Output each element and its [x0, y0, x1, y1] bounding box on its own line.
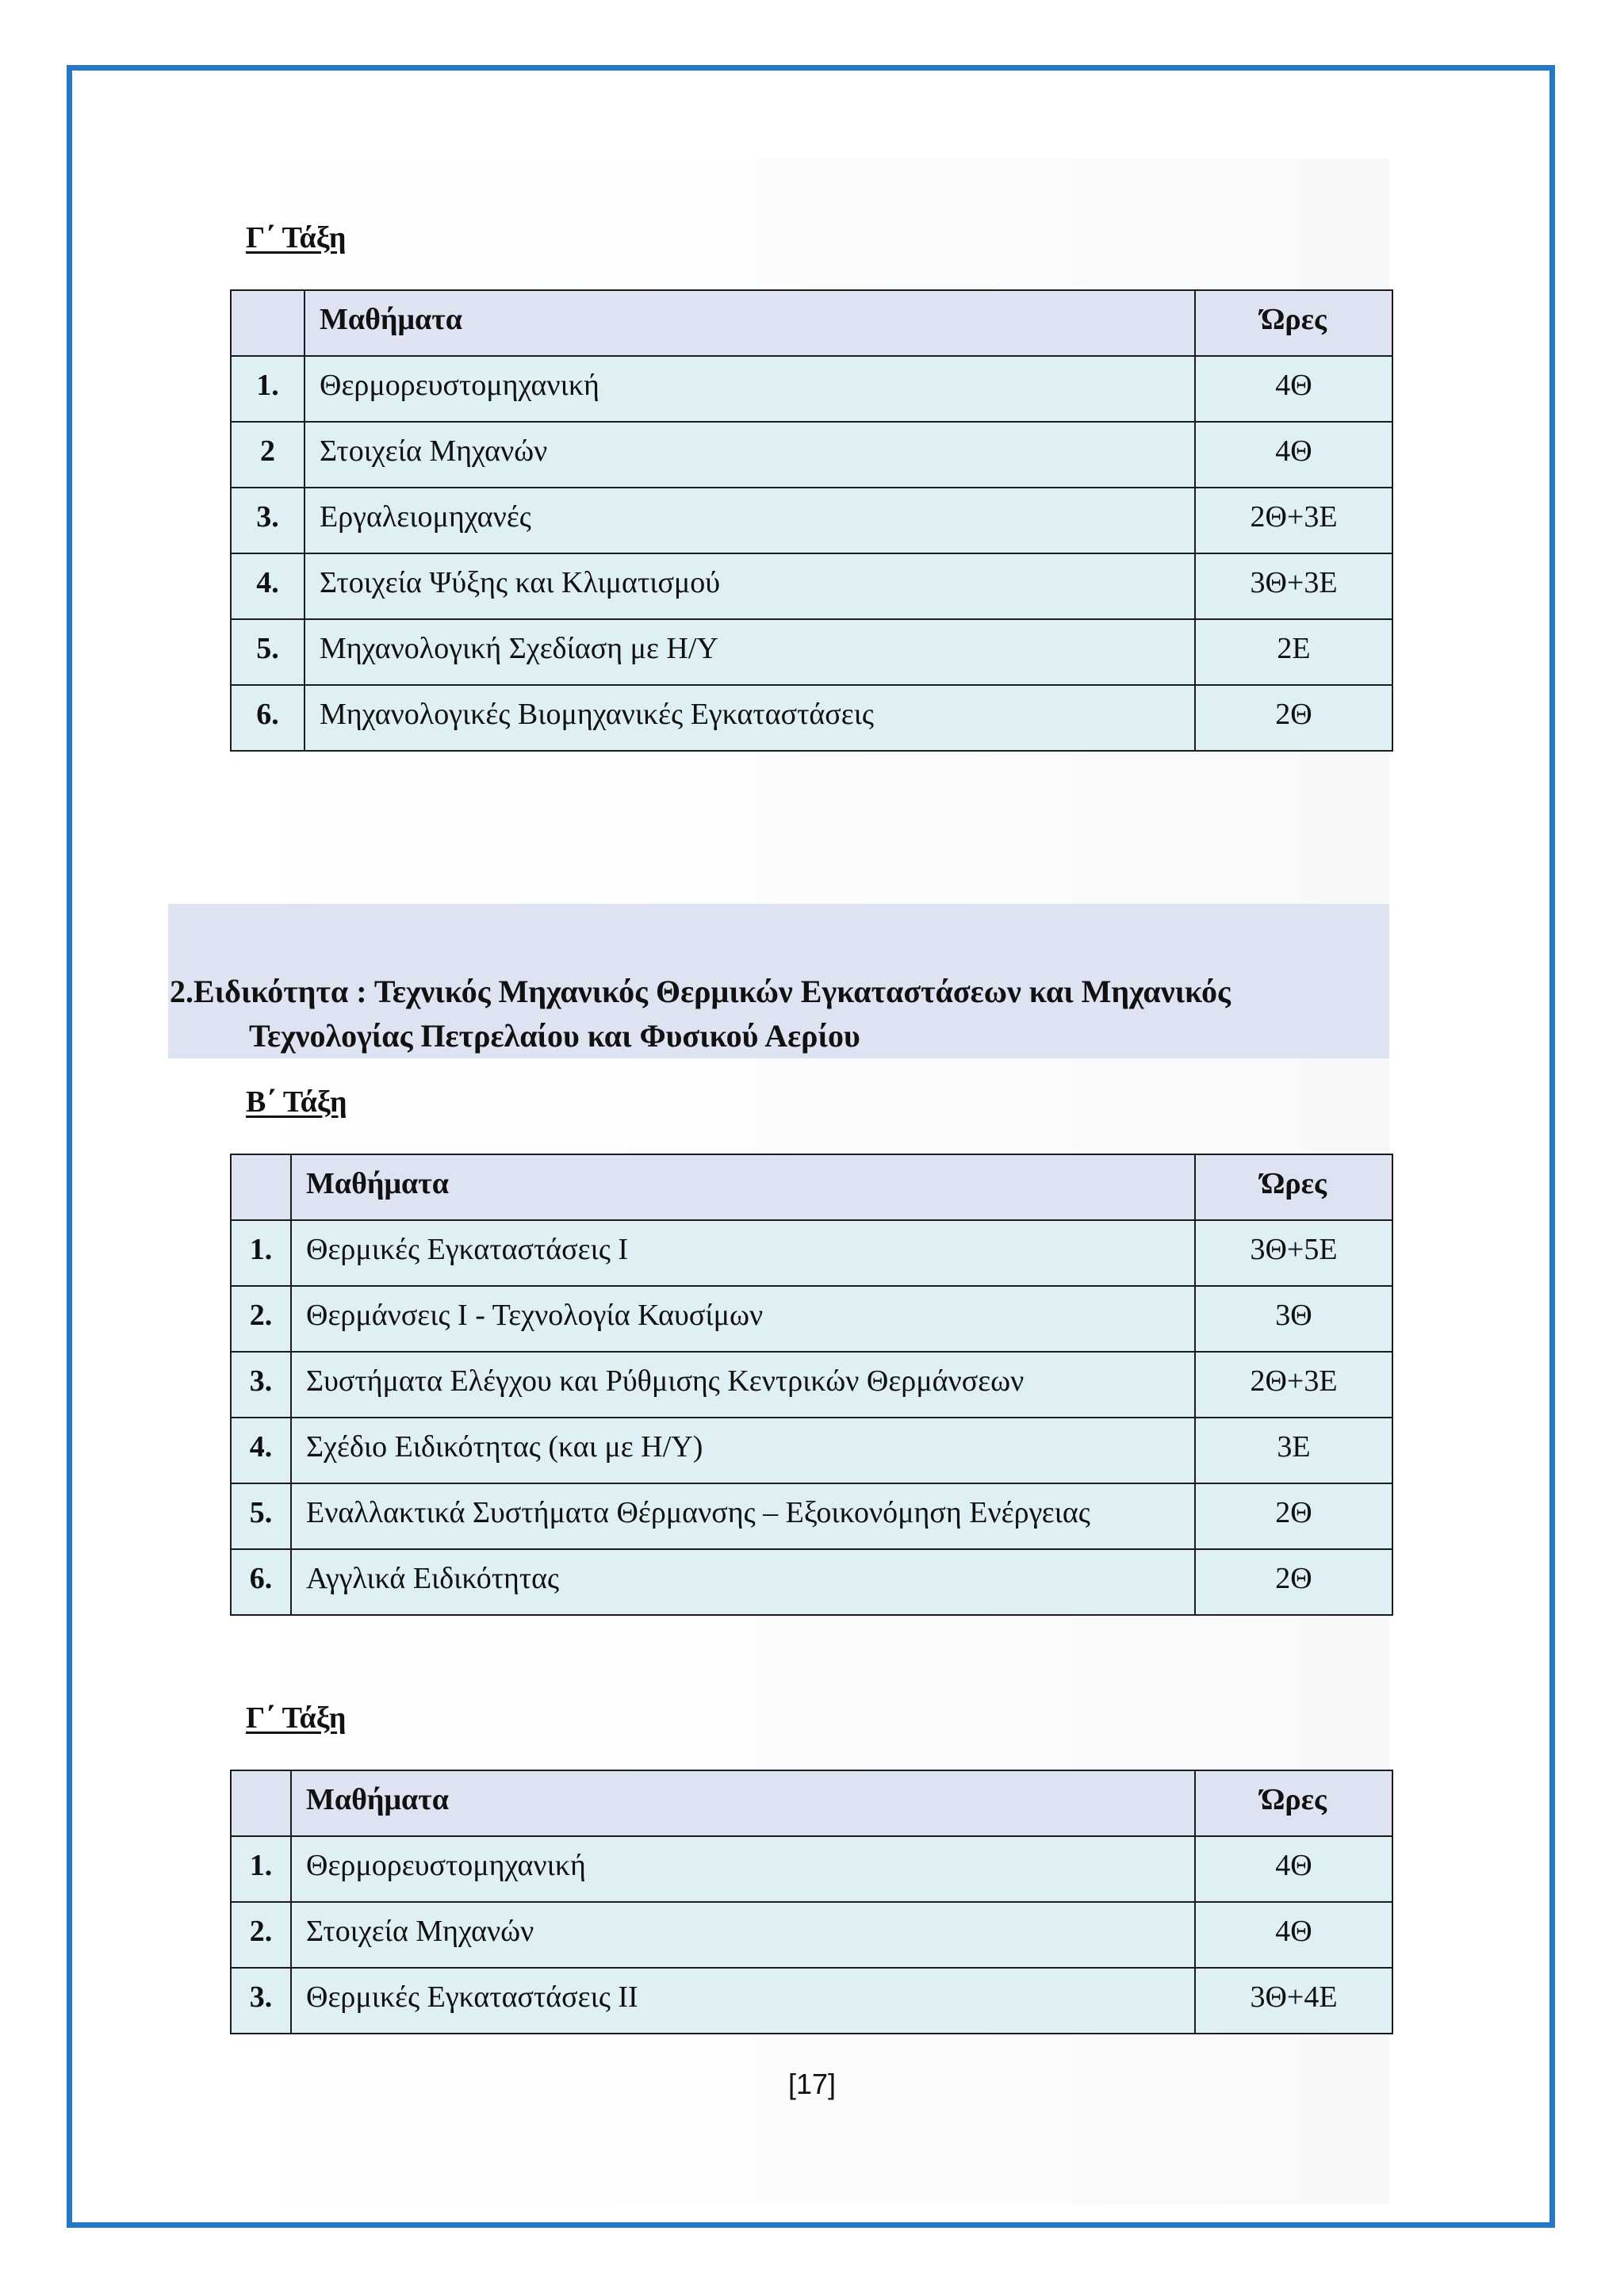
table-header	[231, 1770, 1392, 1836]
table-row: 1. Θερμορευστομηχανική 4Θ	[231, 356, 1392, 422]
courses-table-b	[230, 1154, 1393, 1616]
table-row: 3. Θερμικές Εγκαταστάσεις ΙΙ 3Θ+4Ε	[231, 1968, 1392, 2034]
table-header	[231, 290, 1392, 356]
hours-header: Ώρες	[1195, 1154, 1392, 1220]
table-row: 5. Μηχανολογική Σχεδίαση με Η/Υ 2Ε	[231, 619, 1392, 685]
courses-table-c2	[230, 1770, 1393, 2034]
table-row: 6. Αγγλικά Ειδικότητας 2Θ	[231, 1549, 1392, 1615]
table-row: 1. Θερμορευστομηχανική 4Θ	[231, 1836, 1392, 1902]
table-row: 3. Εργαλειομηχανές 2Θ+3Ε	[231, 488, 1392, 553]
table-row: 4. Σχέδιο Ειδικότητας (και με Η/Υ) 3Ε	[231, 1418, 1392, 1483]
table-row: 4. Στοιχεία Ψύξης και Κλιματισμού 3Θ+3Ε	[231, 553, 1392, 619]
subjects-header: Μαθήματα	[304, 290, 1195, 356]
section-title: 2.Ειδικότητα : Τεχνικός Μηχανικός Θερμικών Εγκαταστάσεων και Μηχανικός Τεχνολογίας Πετρελαίου και Φυσικού Αερίου	[170, 974, 1231, 1054]
table-row: 2. Θερμάνσεις Ι - Τεχνολογία Καυσίμων 3Θ	[231, 1286, 1392, 1352]
table-row: 2 Στοιχεία Μηχανών 4Θ	[231, 422, 1392, 488]
table-row: 6. Μηχανολογικές Βιομηχανικές Εγκαταστάσεις 2Θ	[231, 685, 1392, 751]
class-heading-c1: Γ΄ Τάξη	[246, 221, 347, 254]
table-row: 5. Εναλλακτικά Συστήματα Θέρμανσης – Εξοικονόμηση Ενέργειας 2Θ	[231, 1483, 1392, 1549]
page-number: [17]	[787, 2068, 837, 2100]
table-row: 3. Συστήματα Ελέγχου και Ρύθμισης Κεντρικών Θερμάνσεων 2Θ+3Ε	[231, 1352, 1392, 1418]
table-row: 2. Στοιχεία Μηχανών 4Θ	[231, 1902, 1392, 1968]
courses-table-c1	[230, 289, 1393, 752]
class-heading-c2: Γ΄ Τάξη	[246, 1701, 347, 1735]
subjects-header: Μαθήματα	[291, 1770, 1195, 1836]
hours-header: Ώρες	[1195, 1770, 1392, 1836]
hours-header: Ώρες	[1195, 290, 1392, 356]
class-heading-b: Β΄ Τάξη	[246, 1085, 347, 1119]
subjects-header: Μαθήματα	[291, 1154, 1195, 1220]
table-row: 1. Θερμικές Εγκαταστάσεις Ι 3Θ+5Ε	[231, 1220, 1392, 1286]
table-header	[231, 1154, 1392, 1220]
